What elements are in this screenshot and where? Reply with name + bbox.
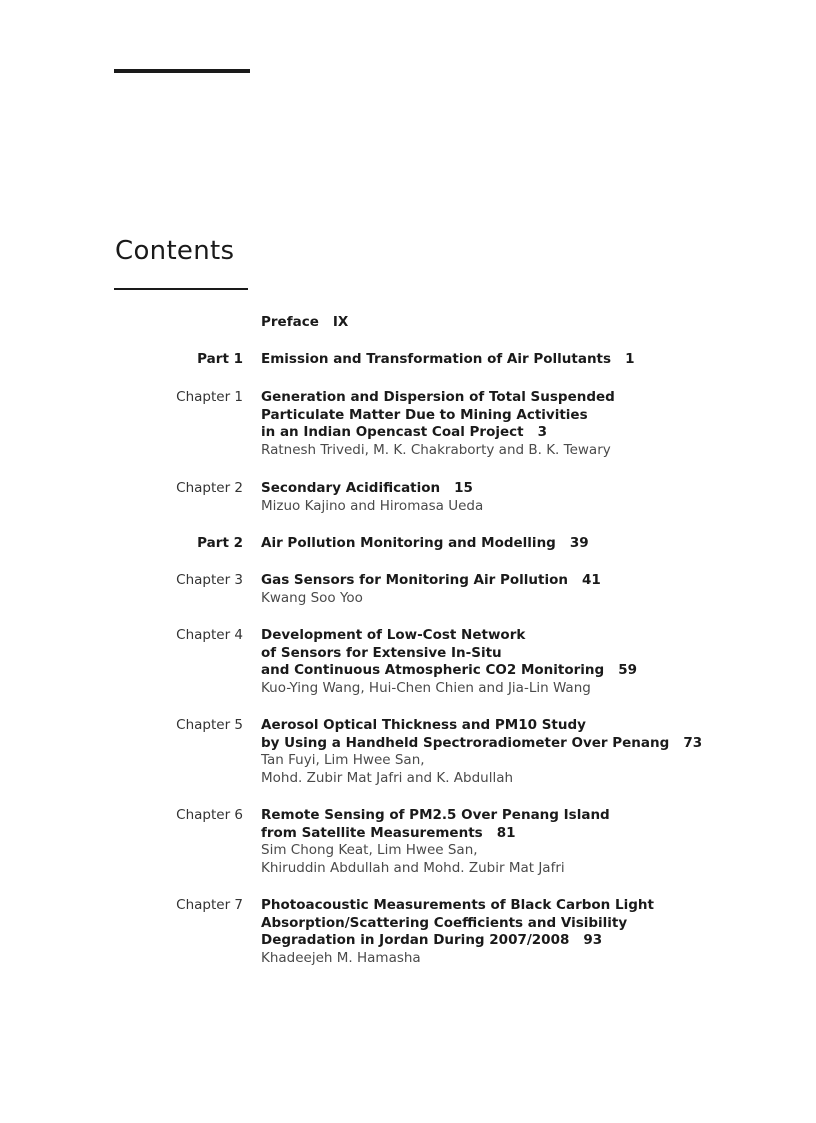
toc-entry-title-line[interactable] <box>261 535 806 553</box>
toc-title-text: Photoacoustic Measurements of Black Carbon Light <box>261 897 654 913</box>
toc-entry-title-line[interactable] <box>261 735 806 753</box>
toc-title-text: from Satellite Measurements <box>261 824 483 841</box>
toc-title-text: Absorption/Scattering Coefficients and Visibility <box>261 914 628 931</box>
toc-entry-authors: Ratnesh Trivedi, M. K. Chakraborty and B. K. Tewary <box>261 441 611 458</box>
toc-entry-title-line[interactable] <box>261 314 806 332</box>
toc-title-text: in an Indian Opencast Coal Project <box>261 424 524 441</box>
toc-entry-label: Part 2 <box>197 535 243 551</box>
toc-entry-label: Chapter 2 <box>176 480 243 496</box>
toc-page-number: 41 <box>582 572 601 588</box>
toc-title-text: Development of Low-Cost Network <box>261 627 526 643</box>
toc-title-text: Aerosol Optical Thickness and PM10 Study <box>261 717 586 733</box>
toc-entry-label: Chapter 6 <box>176 807 243 823</box>
toc-entry-title-line[interactable] <box>261 572 806 590</box>
toc-page-number: 73 <box>683 734 703 751</box>
top-rule <box>114 69 250 73</box>
toc-page-number: 39 <box>569 535 589 551</box>
toc-title-text: of Sensors for Extensive In-Situ <box>261 644 502 661</box>
toc-entry-label: Chapter 7 <box>176 897 243 913</box>
toc-title-text: Remote Sensing of PM2.5 Over Penang Island <box>261 807 610 823</box>
toc-page-number: 81 <box>496 824 516 841</box>
toc-entry-title-line[interactable] <box>261 717 806 735</box>
toc-entry-title-line[interactable] <box>261 807 806 825</box>
toc-entry-title-line[interactable] <box>261 351 806 369</box>
toc-title-text: Gas Sensors for Monitoring Air Pollution <box>261 572 568 588</box>
toc-entry-label: Part 1 <box>197 351 243 367</box>
toc-page-number: 1 <box>625 351 635 367</box>
toc-page-number: 93 <box>583 932 603 949</box>
toc-title-text: Preface <box>261 314 319 330</box>
toc-entry-title-line[interactable] <box>261 424 806 442</box>
toc-title-text: and Continuous Atmospheric CO2 Monitoring <box>261 662 605 679</box>
toc-entry-label: Chapter 5 <box>176 717 243 733</box>
toc-entry-title-line[interactable] <box>261 662 806 680</box>
toc-entry-authors: Kwang Soo Yoo <box>261 589 363 606</box>
toc-entry-body <box>261 717 806 787</box>
toc-page-number: 15 <box>454 480 473 496</box>
toc-entry-label: Chapter 3 <box>176 572 243 588</box>
toc-entry-body <box>261 807 806 877</box>
toc-entry-body <box>261 351 806 369</box>
toc-entry-body <box>261 627 806 697</box>
toc-entry-title-line[interactable] <box>261 897 806 915</box>
toc-entry-title-line[interactable] <box>261 627 806 645</box>
toc-page-number: 59 <box>618 662 638 679</box>
toc-entry-body <box>261 314 806 332</box>
toc-entry-authors: Mohd. Zubir Mat Jafri and K. Abdullah <box>261 769 514 786</box>
toc-title-text: by Using a Handheld Spectroradiometer Over Penang <box>261 734 670 751</box>
toc-title-text: Particulate Matter Due to Mining Activities <box>261 406 588 423</box>
toc-entry-authors: Kuo-Ying Wang, Hui-Chen Chien and Jia-Lin Wang <box>261 679 591 696</box>
toc-entry-body <box>261 572 806 607</box>
toc-entry-title-line[interactable] <box>261 407 806 425</box>
toc-entry-body <box>261 535 806 553</box>
toc-entry-authors: Khiruddin Abdullah and Mohd. Zubir Mat Jafri <box>261 859 565 876</box>
toc-title-text: Emission and Transformation of Air Pollutants <box>261 351 612 367</box>
toc-entry-title-line[interactable] <box>261 915 806 933</box>
toc-entry-body <box>261 480 806 515</box>
toc-title-text: Secondary Acidification <box>261 480 441 496</box>
toc-title-text: Degradation in Jordan During 2007/2008 <box>261 932 570 949</box>
toc-title-text: Air Pollution Monitoring and Modelling <box>261 535 556 551</box>
toc-entry-body <box>261 389 806 459</box>
toc-entry-authors: Tan Fuyi, Lim Hwee San, <box>261 752 425 769</box>
toc-entry-authors: Mizuo Kajino and Hiromasa Ueda <box>261 497 484 514</box>
toc-title-text: Generation and Dispersion of Total Suspended <box>261 389 615 405</box>
title-rule <box>114 288 248 290</box>
page-title: Contents <box>115 236 235 266</box>
toc-entry-body <box>261 897 806 967</box>
toc-entry-title-line[interactable] <box>261 480 806 498</box>
toc-entry-title-line[interactable] <box>261 825 806 843</box>
toc-entry-title-line[interactable] <box>261 645 806 663</box>
toc-page-number: IX <box>332 314 349 330</box>
toc-page-number: 3 <box>537 424 548 441</box>
toc-entry-authors: Khadeejeh M. Hamasha <box>261 949 421 966</box>
toc-entry-label: Chapter 4 <box>176 627 243 643</box>
toc-entry-title-line[interactable] <box>261 932 806 950</box>
toc-entry-label: Chapter 1 <box>176 389 243 405</box>
toc-entry-title-line[interactable] <box>261 389 806 407</box>
toc-entry-authors: Sim Chong Keat, Lim Hwee San, <box>261 842 478 859</box>
